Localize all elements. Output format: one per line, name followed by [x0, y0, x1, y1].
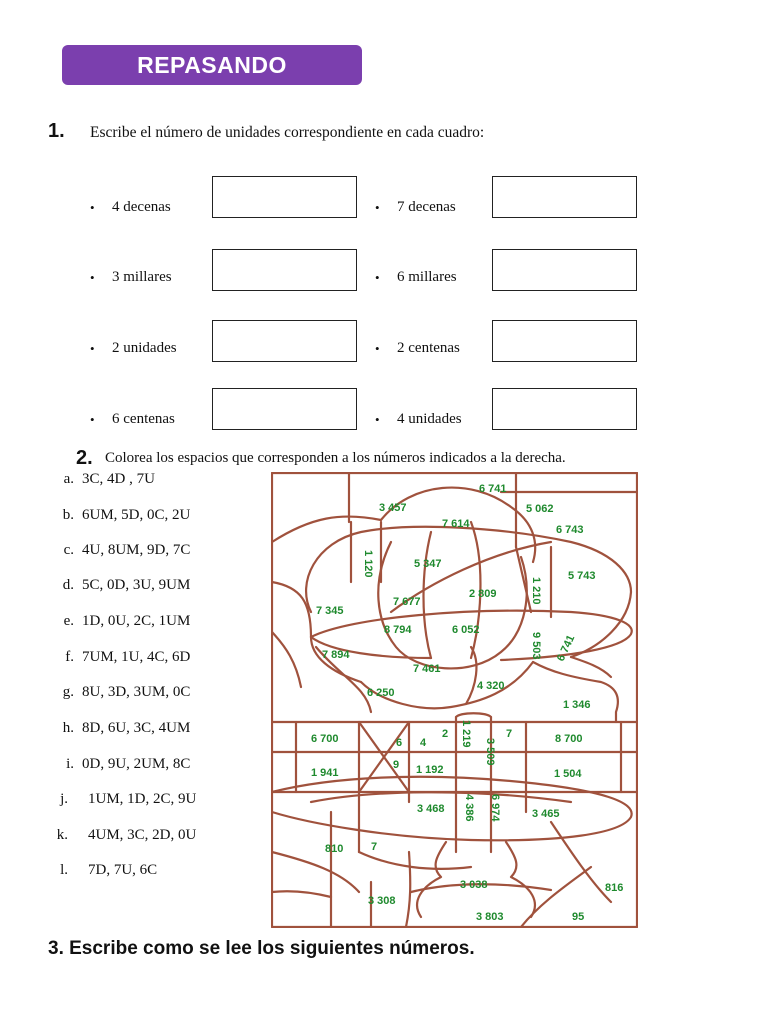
puzzle-number-3: 7 614 [442, 518, 470, 530]
list-item-e: e. 1D, 0U, 2C, 1UM [63, 613, 191, 629]
list-item-h: h. 8D, 6U, 3C, 4UM [62, 720, 191, 736]
puzzle-number-31: 9 [393, 759, 400, 771]
list-item-l: l. 7D, 7U, 6C [60, 862, 158, 878]
puzzle-number-28: 7 [506, 728, 513, 740]
puzzle-number-37: 3 465 [532, 808, 560, 820]
puzzle-number-33: 1 504 [554, 768, 582, 780]
puzzle-number-40: 3 038 [460, 879, 488, 891]
list-item-i: i. 0D, 9U, 2UM, 8C [66, 756, 191, 772]
puzzle-number-6: 1 120 [362, 550, 374, 578]
answer-box-left-3[interactable] [212, 320, 357, 362]
q1-item-left-2: • 3 millares [90, 269, 172, 285]
puzzle-number-26: 1 219 [460, 720, 472, 748]
answer-box-left-4[interactable] [212, 388, 357, 430]
question-2-number: 2. [76, 447, 93, 469]
puzzle-number-4: 5 062 [526, 503, 554, 515]
puzzle-number-22: 6 700 [311, 733, 339, 745]
q1-item-right-3: • 2 centenas [375, 340, 460, 356]
coloring-puzzle-drawing [271, 472, 638, 928]
puzzle-number-44: 95 [572, 911, 585, 923]
q1-item-right-4: • 4 unidades [375, 411, 462, 427]
puzzle-number-20: 6 250 [367, 687, 395, 699]
coloring-puzzle[interactable] [271, 472, 638, 928]
puzzle-number-24: 4 [420, 737, 427, 749]
puzzle-number-35: 4 386 [463, 794, 475, 822]
puzzle-number-9: 1 210 [530, 577, 542, 605]
list-item-j: j. 1UM, 1D, 2C, 9U [60, 791, 197, 807]
answer-box-right-4[interactable] [492, 388, 637, 430]
puzzle-number-13: 8 794 [384, 624, 412, 636]
puzzle-number-8: 5 743 [568, 570, 596, 582]
q1-item-left-1: • 4 decenas [90, 199, 171, 215]
list-item-k: k. 4UM, 3C, 2D, 0U [56, 827, 197, 843]
puzzle-number-32: 1 192 [416, 764, 444, 776]
question-3-title: 3. Escribe como se lee los siguientes números. [48, 938, 475, 959]
puzzle-number-34: 3 468 [417, 803, 445, 815]
puzzle-number-7: 5 347 [414, 558, 442, 570]
answer-box-right-1[interactable] [492, 176, 637, 218]
puzzle-number-43: 3 803 [476, 911, 504, 923]
question-1-number: 1. [48, 120, 65, 142]
list-item-d: d. 5C, 0D, 3U, 9UM [62, 577, 191, 593]
puzzle-number-42: 3 308 [368, 895, 396, 907]
puzzle-number-15: 9 503 [530, 632, 542, 660]
title-banner [62, 45, 362, 85]
puzzle-number-10: 2 809 [469, 588, 497, 600]
puzzle-number-29: 8 700 [555, 733, 583, 745]
puzzle-number-5: 6 743 [556, 524, 584, 536]
banner-title: REPASANDO [137, 51, 287, 78]
puzzle-number-1: 6 741 [479, 483, 507, 495]
puzzle-number-2: 3 457 [379, 502, 407, 514]
q1-item-left-3: • 2 unidades [90, 340, 177, 356]
puzzle-number-25: 2 [442, 728, 449, 740]
list-item-f: f. 7UM, 1U, 4C, 6D [65, 649, 191, 665]
puzzle-number-23: 6 [396, 737, 403, 749]
question-1-instruction: Escribe el número de unidades correspondiente en cada cuadro: [90, 124, 485, 141]
answer-box-right-2[interactable] [492, 249, 637, 291]
answer-box-left-1[interactable] [212, 176, 357, 218]
question-2-instruction: Colorea los espacios que corresponden a los números indicados a la derecha. [105, 450, 566, 466]
puzzle-number-19: 4 320 [477, 680, 505, 692]
puzzle-number-17: 7 894 [322, 649, 350, 661]
q1-item-left-4: • 6 centenas [90, 411, 175, 427]
puzzle-number-36: 6 974 [489, 794, 501, 822]
puzzle-number-39: 7 [371, 841, 378, 853]
list-item-c: c. 4U, 8UM, 9D, 7C [63, 542, 191, 558]
answer-box-left-2[interactable] [212, 249, 357, 291]
puzzle-number-38: 810 [325, 843, 344, 855]
list-item-a: a. 3C, 4D , 7U [63, 471, 155, 487]
puzzle-number-18: 7 461 [413, 663, 441, 675]
answer-box-right-3[interactable] [492, 320, 637, 362]
puzzle-number-27: 3 509 [484, 738, 496, 766]
puzzle-number-41: 816 [605, 882, 624, 894]
puzzle-number-30: 1 941 [311, 767, 339, 779]
puzzle-number-14: 6 052 [452, 624, 480, 636]
q1-item-right-1: • 7 decenas [375, 199, 456, 215]
puzzle-number-16: 6 741 [554, 633, 578, 664]
list-item-b: b. 6UM, 5D, 0C, 2U [62, 507, 191, 523]
puzzle-number-12: 7 345 [316, 605, 344, 617]
q1-item-right-2: • 6 millares [375, 269, 457, 285]
puzzle-number-11: 7 677 [393, 596, 421, 608]
list-item-g: g. 8U, 3D, 3UM, 0C [62, 684, 191, 700]
puzzle-number-21: 1 346 [563, 699, 591, 711]
